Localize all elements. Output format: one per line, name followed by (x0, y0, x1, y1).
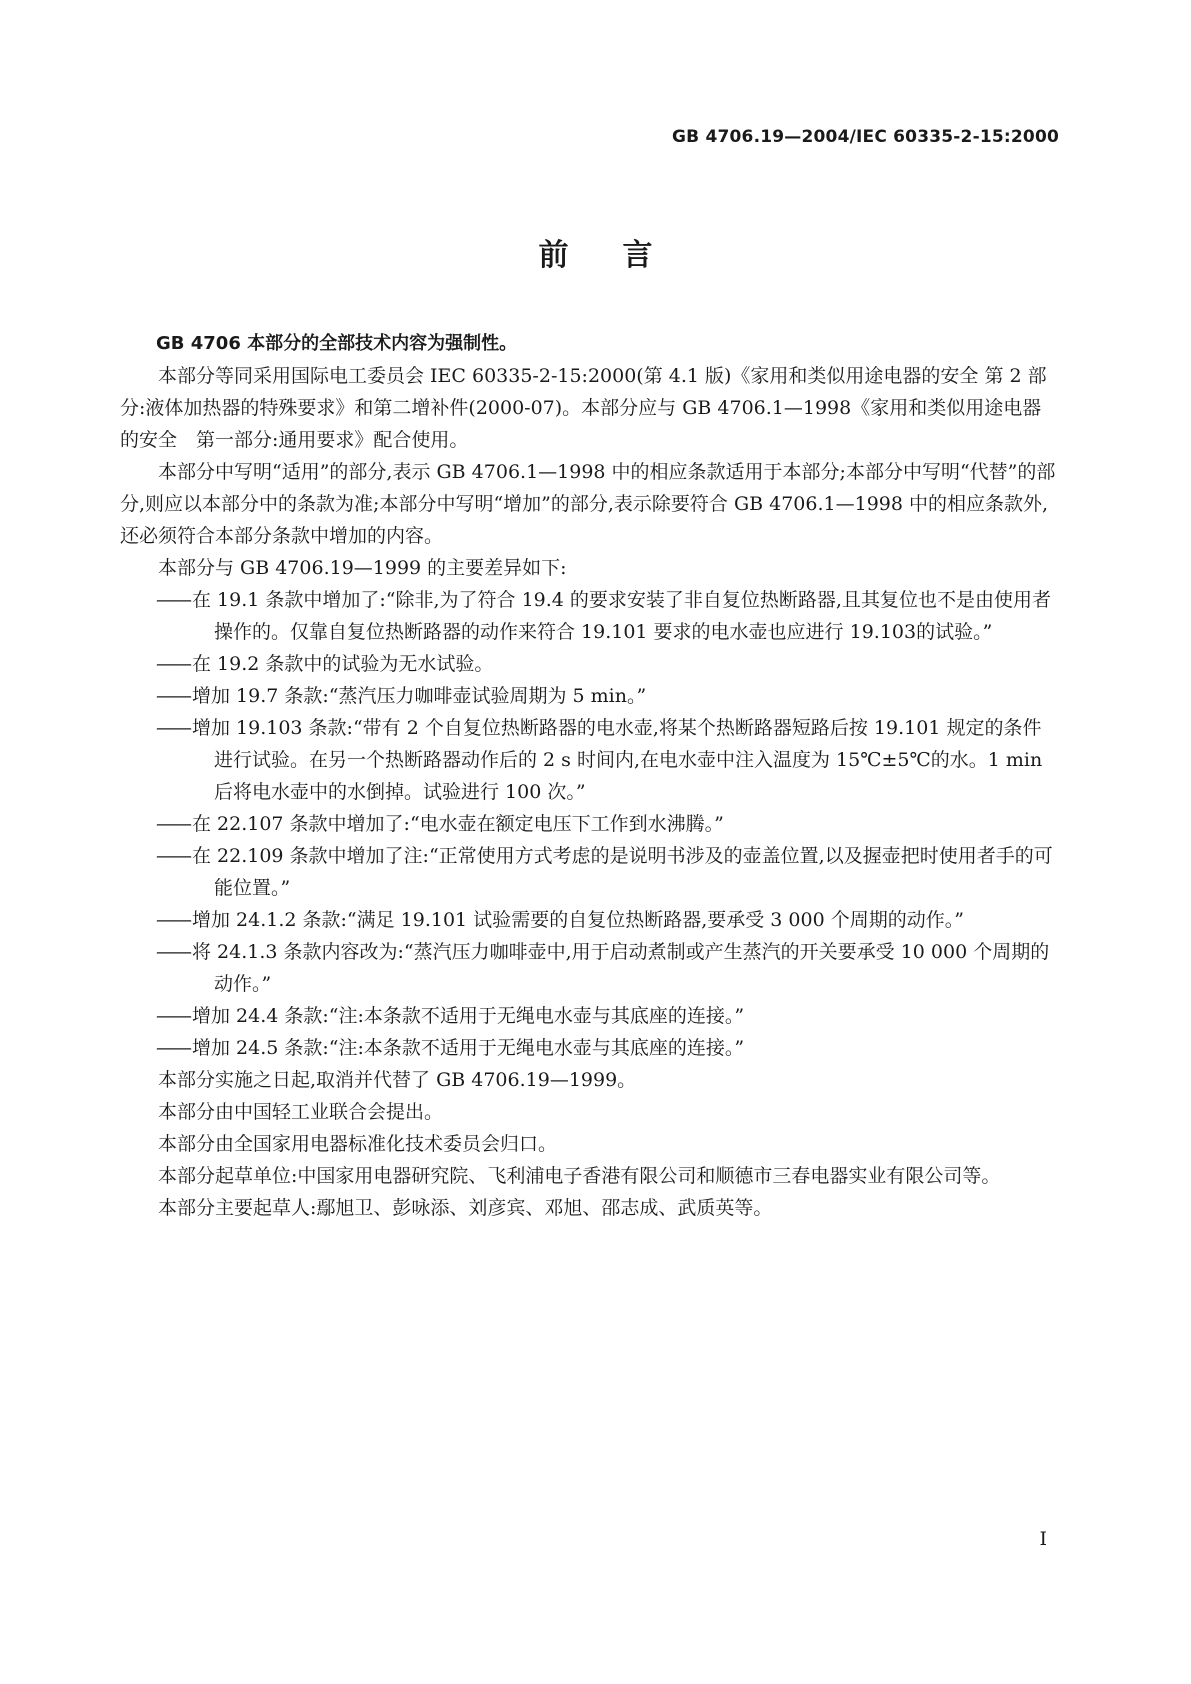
mandatory-statement: GB 4706 本部分的全部技术内容为强制性。 (156, 333, 518, 354)
difference-text: 增加 19.7 条款:“蒸汽压力咖啡壶试验周期为 5 min。” (192, 685, 647, 707)
difference-text: 增加 19.103 条款:“带有 2 个自复位热断路器的电水壶,将某个热断路器短路后按 19.101 规定的条件进行试验。在另一个热断路器动作后的 2 s 时间内,在电水壶中注入温度为 15℃±5℃的水。1 min 后将电水壶中的水倒掉。试验进行 100 次。” (192, 717, 1043, 803)
difference-text: 增加 24.4 条款:“注:本条款不适用于无绳电水壶与其底座的连接。” (192, 1005, 745, 1027)
difference-text: 增加 24.1.2 条款:“满足 19.101 试验需要的自复位热断路器,要承受 3 000 个周期的动作。” (192, 909, 964, 931)
list-item (120, 584, 1058, 648)
list-item (120, 840, 1058, 904)
dash-marker: —— (156, 941, 190, 963)
adoption-paragraph: 本部分等同采用国际电工委员会 IEC 60335-2-15:2000(第 4.1 版)《家用和类似用途电器的安全 第 2 部分:液体加热器的特殊要求》和第二增补件(2000-07)。本部分应与 GB 4706.1—1998《家用和类似用途电器的安全 第一部分:通用要求》配合使用。 (120, 365, 1047, 451)
replaces-paragraph: 本部分实施之日起,取消并代替了 GB 4706.19—1999。 (158, 1069, 637, 1091)
list-item (120, 808, 1058, 840)
list-item (120, 904, 1058, 936)
differences-intro: 本部分与 GB 4706.19—1999 的主要差异如下: (158, 557, 567, 579)
dash-marker: —— (156, 685, 190, 707)
dash-marker: —— (156, 845, 190, 867)
dash-marker: —— (156, 1005, 190, 1027)
dash-marker: —— (156, 1037, 190, 1059)
dash-marker: —— (156, 813, 190, 835)
list-item (120, 680, 1058, 712)
difference-text: 在 19.2 条款中的试验为无水试验。 (192, 653, 494, 675)
document-body (120, 328, 1058, 1224)
list-item (120, 712, 1058, 808)
list-item (120, 1032, 1058, 1064)
proposed-by-paragraph: 本部分由中国轻工业联合会提出。 (158, 1101, 444, 1123)
usage-paragraph: 本部分中写明“适用”的部分,表示 GB 4706.1—1998 中的相应条款适用于本部分;本部分中写明“代替”的部分,则应以本部分中的条款为准;本部分中写明“增加”的部分,表示除要符合 GB 4706.1—1998 中的相应条款外,还必须符合本部分条款中增加的内容。 (120, 461, 1056, 547)
differences-list (120, 584, 1058, 1064)
page-number: I (1039, 1528, 1047, 1550)
dash-marker: —— (156, 717, 190, 739)
dash-marker: —— (156, 589, 190, 611)
dash-marker: —— (156, 653, 190, 675)
centralized-by-paragraph: 本部分由全国家用电器标准化技术委员会归口。 (158, 1133, 558, 1155)
difference-text: 增加 24.5 条款:“注:本条款不适用于无绳电水壶与其底座的连接。” (192, 1037, 745, 1059)
standard-number-header: GB 4706.19—2004/IEC 60335-2-15:2000 (672, 127, 1059, 147)
page-title: 前言 (538, 238, 707, 273)
difference-text: 在 22.107 条款中增加了:“电水壶在额定电压下工作到水沸腾。” (192, 813, 724, 835)
drafting-units-paragraph: 本部分起草单位:中国家用电器研究院、飞利浦电子香港有限公司和顺德市三春电器实业有限公司等。 (158, 1165, 1001, 1187)
difference-text: 在 19.1 条款中增加了:“除非,为了符合 19.4 的要求安装了非自复位热断路器,且其复位也不是由使用者操作的。仅靠自复位热断路器的动作来符合 19.101 要求的电水壶也应进行 19.103的试验。” (192, 589, 1051, 643)
drafters-paragraph: 本部分主要起草人:鄢旭卫、彭咏添、刘彦宾、邓旭、邵志成、武质英等。 (158, 1197, 773, 1219)
list-item (120, 1000, 1058, 1032)
difference-text: 将 24.1.3 条款内容改为:“蒸汽压力咖啡壶中,用于启动煮制或产生蒸汽的开关要承受 10 000 个周期的动作。” (192, 941, 1050, 995)
list-item (120, 648, 1058, 680)
list-item (120, 936, 1058, 1000)
difference-text: 在 22.109 条款中增加了注:“正常使用方式考虑的是说明书涉及的壶盖位置,以及握壶把时使用者手的可能位置。” (192, 845, 1053, 899)
dash-marker: —— (156, 909, 190, 931)
